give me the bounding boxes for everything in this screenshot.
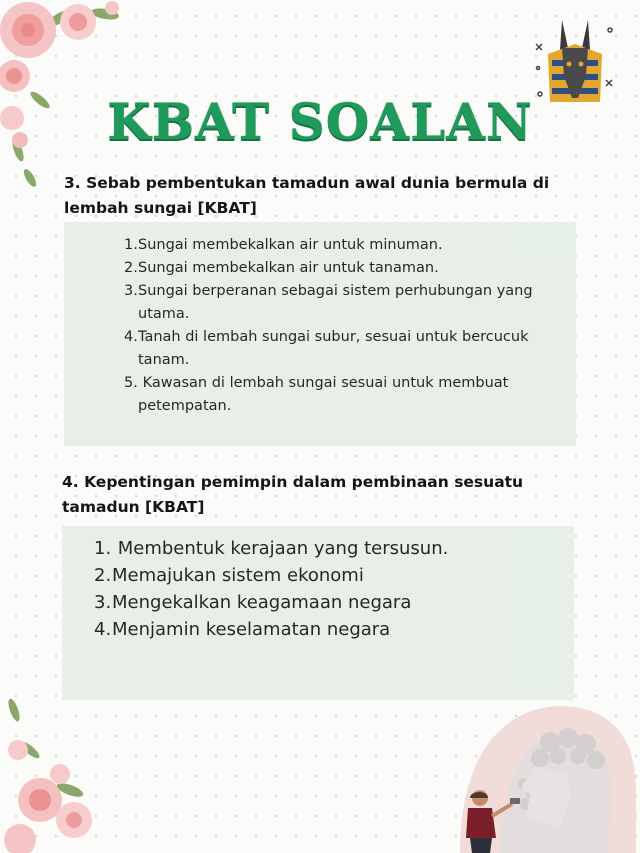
list-item: 5. Kawasan di lembah sungai sesuai untuk membuat petempatan.	[124, 375, 509, 414]
list-item: 2.Sungai membekalkan air untuk tanaman.	[124, 260, 439, 276]
question-4-heading: 4. Kepentingan pemimpin dalam pembinaan sesuatu tamadun [KBAT]	[62, 473, 524, 516]
sculptor-statue-icon	[440, 698, 640, 853]
answer-list-3	[100, 234, 570, 418]
list-item: 4.Tanah di lembah sungai subur, sesuai untuk bercucuk tanam.	[124, 329, 529, 368]
list-item: 1. Membentuk kerajaan yang tersusun.	[94, 538, 449, 559]
list-item: 3.Sungai berperanan sebagai sistem perhubungan yang utama.	[124, 283, 533, 322]
answer-list-4	[68, 535, 548, 643]
list-item: 4.Menjamin keselamatan negara	[94, 619, 391, 640]
answer-box-4	[62, 526, 574, 700]
list-item: 3.Mengekalkan keagamaan negara	[94, 592, 412, 613]
answer-box-3	[64, 222, 576, 446]
page-title: KBAT SOALAN	[107, 92, 533, 151]
flower-decoration-icon	[0, 690, 110, 853]
question-3-heading: 3. Sebab pembentukan tamadun awal dunia bermula di lembah sungai [KBAT]	[64, 174, 550, 217]
list-item: 1.Sungai membekalkan air untuk minuman.	[124, 237, 443, 253]
list-item: 2.Memajukan sistem ekonomi	[94, 565, 364, 586]
